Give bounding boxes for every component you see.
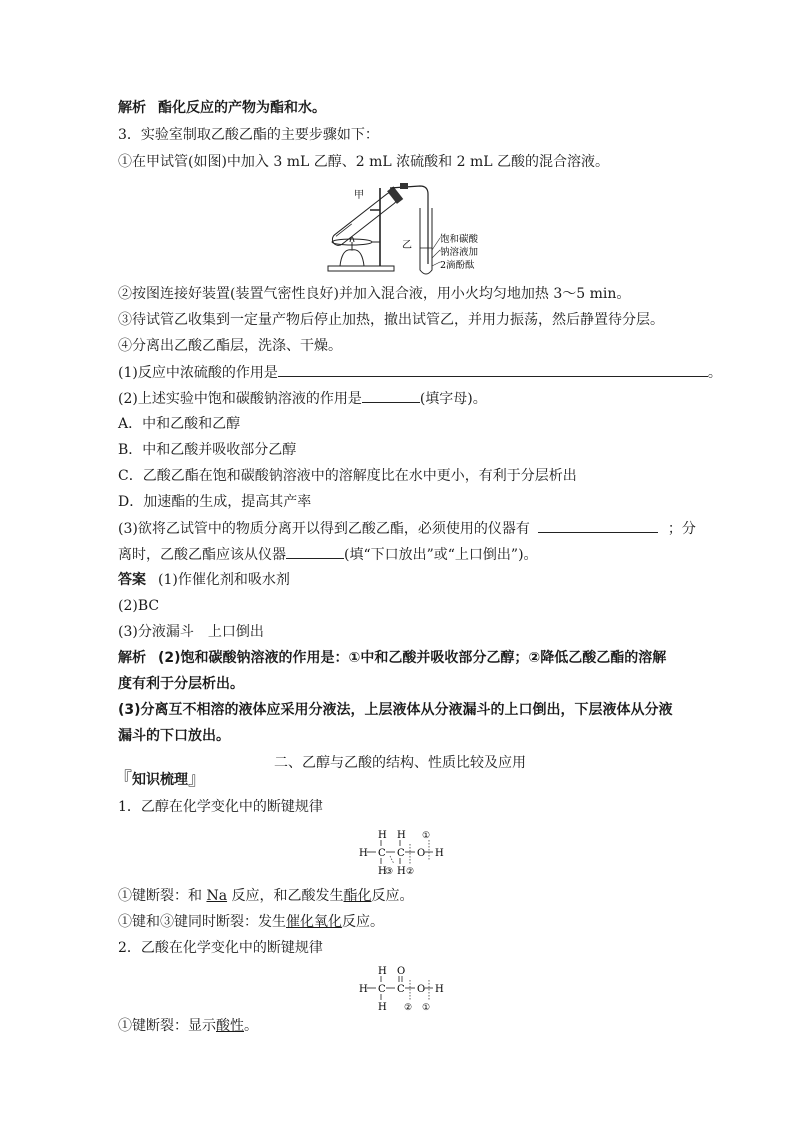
ethanol-bond-3: ③: [385, 867, 394, 877]
k1-l2-a: ①键和③键同时断裂：发生: [118, 914, 286, 930]
analysis-2-line-1: [118, 648, 666, 668]
acetic-h-left: H: [359, 984, 368, 995]
sub-question-3-text: (3)欲将乙试管中的物质分离开以得到乙酸乙酯，必须使用的仪器有: [118, 521, 530, 537]
answer-blank-3[interactable]: [538, 518, 658, 533]
analysis-2-label: 解析: [118, 650, 146, 666]
k1-l1-a: ①键断裂：和: [118, 888, 207, 904]
step-1: ①在甲试管(如图)中加入 3 mL 乙醇、2 mL 浓硫酸和 2 mL 乙酸的混合溶液。: [118, 154, 609, 170]
k1-l2-c: 反应。: [342, 914, 384, 930]
option-b: B．中和乙酸并吸收部分乙醇: [118, 442, 297, 458]
acetic-o: O: [417, 984, 426, 995]
answer-blank-1[interactable]: [278, 362, 708, 377]
acetic-c-1: C: [378, 984, 386, 995]
ethanol-structure: [356, 826, 456, 880]
sub-question-3-text-2: 离时，乙酸乙酯应该从仪器: [118, 547, 286, 563]
knowledge-2-point-1: [118, 1016, 258, 1036]
ethanol-h-top-1: H: [378, 830, 387, 841]
answer-label: 答案: [118, 572, 146, 588]
question-3-intro: 3．实验室制取乙酸乙酯的主要步骤如下：: [118, 127, 379, 143]
sub-question-3-cont: ；分: [667, 521, 696, 537]
tag-text: 知识梳理: [132, 772, 188, 788]
ethanol-bond-1: ①: [422, 831, 431, 841]
k1-l2-b: 催化氧化: [286, 914, 342, 930]
tag-open: 『: [114, 769, 132, 790]
ethanol-c-1: C: [378, 848, 386, 859]
sub-question-1: [118, 362, 722, 383]
tag-close: 』: [188, 769, 206, 790]
tube-yi-label: 乙: [402, 240, 412, 251]
acetic-h-bottom: H: [378, 1002, 387, 1013]
option-c: C．乙酸乙酯在饱和碳酸钠溶液中的溶解度比在水中更小，有利于分层析出: [118, 468, 577, 484]
sub-question-3-line-2: [118, 544, 538, 565]
ethanol-h-bottom-2: H: [397, 866, 406, 877]
answer-2: (2)BC: [118, 598, 160, 614]
ethanol-h-left: H: [359, 848, 368, 859]
k1-l1-na: Na: [206, 888, 228, 904]
step-3: ③待试管乙收集到一定量产物后停止加热，撤出试管乙，并用力振荡，然后静置待分层。: [118, 312, 664, 328]
analysis-2-line-3: (3)分离互不相溶的液体应采用分液法，上层液体从分液漏斗的上口倒出，下层液体从分液: [118, 702, 673, 718]
analysis-text: 酯化反应的产物为酯和水。: [158, 100, 326, 116]
analysis-2-line-2: 度有利于分层析出。: [118, 676, 244, 692]
analysis-label: 解析: [118, 100, 146, 116]
acetic-o-top: O: [397, 966, 406, 977]
k2-l1-c: 。: [244, 1018, 258, 1034]
answer-blank-2[interactable]: [362, 388, 420, 403]
ethanol-c-2: C: [397, 848, 405, 859]
sub-question-3-line-1: [118, 518, 696, 539]
k2-l1-b: 酸性: [216, 1018, 244, 1034]
step-4: ④分离出乙酸乙酯层，洗涤、干燥。: [118, 338, 342, 354]
knowledge-1-point-1: [118, 886, 414, 906]
apparatus-figure: [320, 178, 500, 280]
sub-question-1-text: (1)反应中浓硫酸的作用是: [118, 365, 278, 381]
analysis-line-1: [118, 98, 326, 118]
answer-line-1: [118, 570, 290, 590]
answer-blank-4[interactable]: [286, 544, 344, 559]
knowledge-1-point-2: [118, 912, 384, 932]
answer-3: (3)分液漏斗 上口倒出: [118, 624, 264, 640]
ethanol-h-top-2: H: [397, 830, 406, 841]
step-2: ②按图连接好装置(装置气密性良好)并加入混合液，用小火均匀地加热 3～5 min。: [118, 286, 631, 302]
k1-l1-c: 酯化: [343, 888, 372, 904]
sub-question-2-hint: (填字母)。: [419, 391, 487, 407]
sub-question-1-end: 。: [707, 365, 722, 381]
acetic-h-top: H: [378, 966, 387, 977]
answer-1: (1)作催化剂和吸水剂: [158, 572, 290, 588]
k1-l1-b: 反应，和乙酸发生: [227, 888, 344, 904]
sub-question-2-text: (2)上述实验中饱和碳酸钠溶液的作用是: [118, 391, 362, 407]
option-a: A．中和乙酸和乙醇: [118, 416, 241, 432]
ethanol-o: O: [417, 848, 426, 859]
option-d: D．加速酯的生成，提高其产率: [118, 494, 312, 510]
section-title: 二、乙醇与乙酸的结构、性质比较及应用: [274, 755, 526, 771]
acetic-bond-1: ①: [422, 1003, 431, 1013]
acetic-c-2: C: [397, 984, 405, 995]
sub-question-2: [118, 388, 487, 409]
knowledge-1: 1．乙醇在化学变化中的断键规律: [118, 799, 323, 815]
solution-label-3: 2滴酚酞: [440, 260, 475, 271]
analysis-2-line-4: 漏斗的下口放出。: [118, 728, 230, 744]
ethanol-h-right: H: [435, 848, 444, 859]
analysis-2-text-1: (2)饱和碳酸钠溶液的作用是：①中和乙酸并吸收部分乙醇；②降低乙酸乙酯的溶解: [158, 650, 667, 666]
acetic-acid-structure: [356, 962, 456, 1016]
solution-label-1: 饱和碳酸: [440, 234, 479, 245]
acetic-bond-2: ②: [404, 1003, 413, 1013]
k1-l1-d: 反应。: [371, 888, 414, 904]
knowledge-tag: [114, 770, 206, 790]
k2-l1-a: ①键断裂：显示: [118, 1018, 216, 1034]
ethanol-bond-2: ②: [406, 867, 415, 877]
acetic-h-right: H: [435, 984, 444, 995]
sub-question-3-hint: (填“下口放出”或“上口倒出”)。: [344, 547, 538, 563]
solution-label-2: 钠溶液加: [440, 247, 479, 258]
knowledge-2: 2．乙酸在化学变化中的断键规律: [118, 940, 323, 956]
ethanol-h-bottom-1: H: [378, 866, 387, 877]
tube-jia-label: 甲: [354, 190, 364, 201]
